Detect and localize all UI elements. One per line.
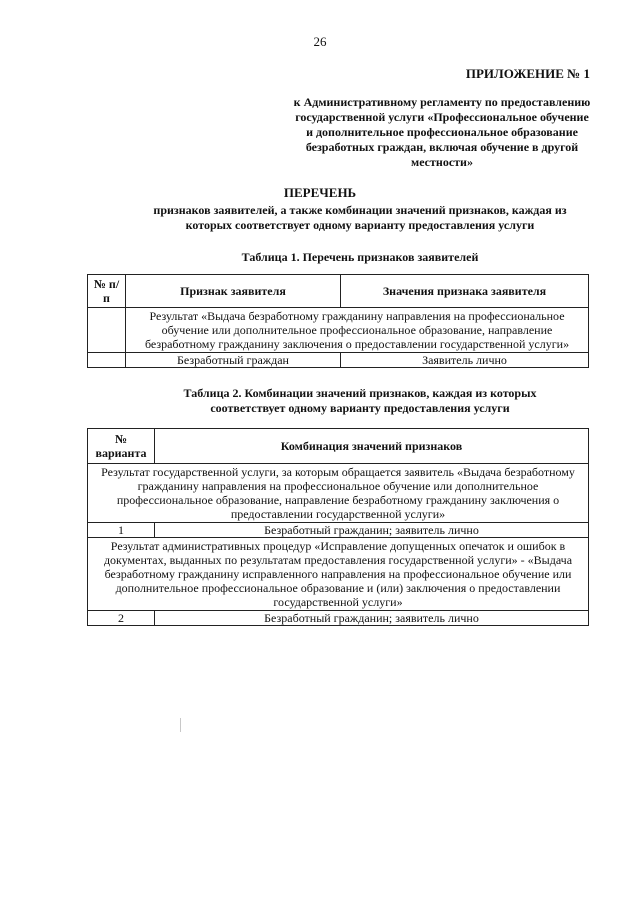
table-row — [88, 523, 589, 538]
table-row — [88, 611, 589, 626]
result-row: Результат «Выдача безработному гражданину направления на профессиональное обучение или дополнительное профессиональное образование, направление безработному гражданину заключения о предоставлении государственной услуги» — [126, 308, 589, 353]
column-header-attribute: Признак заявителя — [126, 275, 341, 308]
list-title: ПЕРЕЧЕНЬ — [283, 185, 357, 200]
page-number: 26 — [313, 34, 327, 49]
table-row — [88, 308, 589, 353]
table-cell-number — [88, 308, 126, 353]
table-row — [88, 353, 589, 368]
table-row — [88, 538, 589, 611]
table-attribute-combinations — [87, 428, 589, 626]
column-header-values: Значения признака заявителя — [341, 275, 589, 308]
table-cell-combination: Безработный гражданин; заявитель лично — [155, 523, 589, 538]
table-cell-variant-number: 1 — [88, 523, 155, 538]
appendix-title: ПРИЛОЖЕНИЕ № 1 — [465, 66, 590, 81]
table-header-row — [88, 275, 589, 308]
result-row: Результат государственной услуги, за которым обращается заявитель «Выдача безработному гражданину направления на профессиональное обучение или дополнительное профессиональное образование, направление безработному гражданину заключения о предоставлении государственной услуги» — [88, 464, 589, 523]
table-cell-value: Заявитель лично — [341, 353, 589, 368]
regulation-reference: к Административному регламенту по предоставлению государственной услуги «Профессиональное обучение и дополнительное профессиональное образование безработных граждан, включая обучение в другой местности» — [293, 95, 591, 169]
list-subtitle: признаков заявителей, а также комбинации значений признаков, каждая из которых соответствует одному варианту предоставления услуги — [153, 203, 567, 232]
result-row: Результат административных процедур «Исправление допущенных опечаток и ошибок в документах, выданных по результатам предоставления государственной услуги» - «Выдача безработному гражданину исправленного направления на профессиональное обучение или дополнительное профессиональное образование и (или) заключения о предоставлении государственной услуги» — [88, 538, 589, 611]
scan-mark — [180, 718, 181, 732]
column-header-combination: Комбинация значений признаков — [155, 429, 589, 464]
table-cell-number — [88, 353, 126, 368]
table2-caption: Таблица 2. Комбинации значений признаков, каждая из которых соответствует одному варианту предоставления услуги — [183, 386, 537, 415]
table-row — [88, 464, 589, 523]
column-header-number: № п/п — [88, 275, 126, 308]
column-header-variant-number: № варианта — [88, 429, 155, 464]
table-applicant-attributes — [87, 274, 589, 368]
table-cell-attribute: Безработный граждан — [126, 353, 341, 368]
table-header-row — [88, 429, 589, 464]
table-cell-variant-number: 2 — [88, 611, 155, 626]
table1-caption: Таблица 1. Перечень признаков заявителей — [241, 250, 479, 264]
table-cell-combination: Безработный гражданин; заявитель лично — [155, 611, 589, 626]
